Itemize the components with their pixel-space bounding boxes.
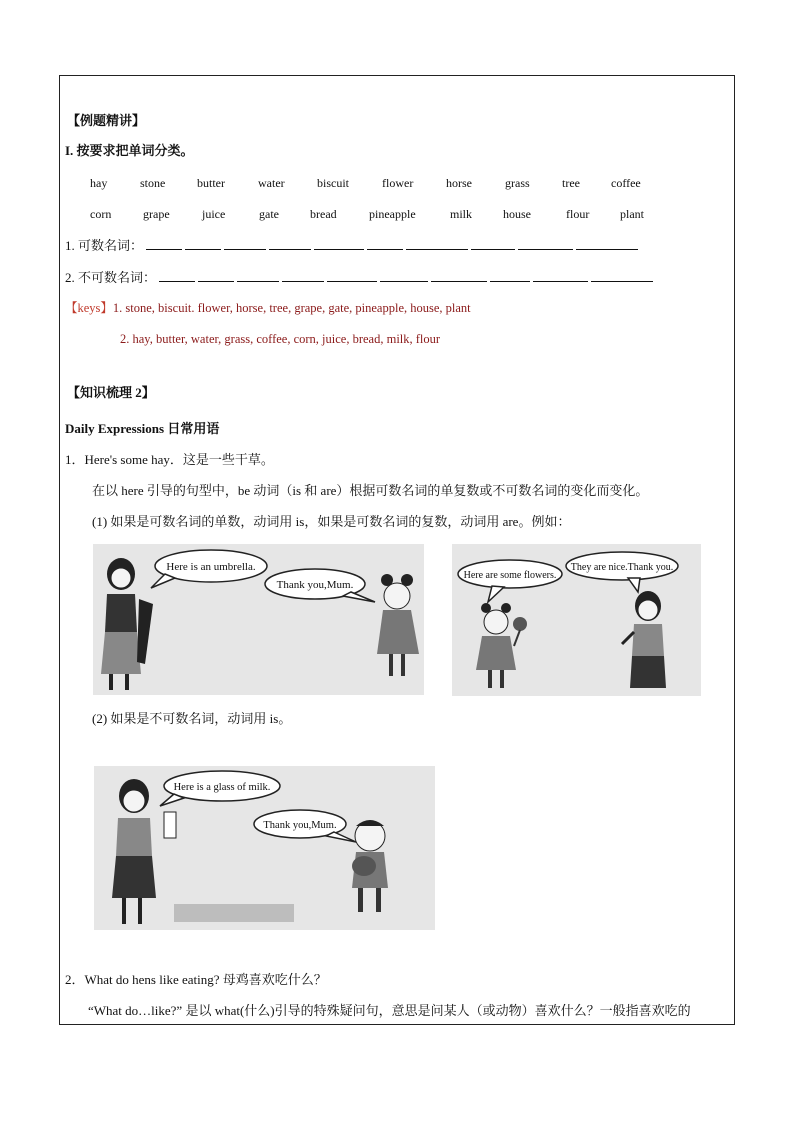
answer-blank[interactable] [518,237,573,250]
word: gate [259,207,279,221]
item1-description: 在以 here 引导的句型中，be 动词（is 和 are）根据可数名词的单复数或不可数名词的变化而变化。 [92,483,649,498]
answer-blank[interactable] [327,269,377,282]
item1-title: 1．Here's some hay．这是一些干草。 [65,452,274,467]
answer-blank[interactable] [159,269,195,282]
countable-label: 1. 可数名词： [65,238,144,253]
answer-blank[interactable] [269,237,311,250]
word: water [258,176,285,190]
word: corn [90,207,112,221]
word: house [503,207,531,221]
word: bread [310,207,337,221]
answer-blank[interactable] [380,269,428,282]
keys-answer-2: 2. hay, butter, water, grass, coffee, corn, juice, bread, milk, flour [120,332,441,346]
item2-title: 2．What do hens like eating? 母鸡喜欢吃什么？ [65,972,327,987]
illustration-umbrella [93,544,424,695]
answer-blank[interactable] [224,237,266,250]
bubble-text: Here are some flowers. [463,570,557,581]
section-heading-knowledge: 【知识梳理 2】 [67,385,155,400]
word: coffee [611,176,641,190]
section-subtitle: Daily Expressions 日常用语 [65,421,220,436]
word: stone [140,176,166,190]
answer-blank[interactable] [576,237,638,250]
word: flower [382,176,414,190]
item1-point1: (1) 如果是可数名词的单数，动词用 is，如果是可数名词的复数，动词用 are。例如： [92,514,571,529]
countable-row [65,237,641,254]
illustration-milk [94,766,435,930]
bubble-text: Thank you,Mum. [276,579,354,591]
word: biscuit [317,176,349,190]
item1-point2: (2) 如果是不可数名词，动词用 is。 [92,711,292,726]
word: hay [90,176,108,190]
answer-blank[interactable] [146,237,182,250]
uncountable-row [65,269,656,286]
question-title: I. 按要求把单词分类。 [65,143,194,158]
word: juice [202,207,226,221]
answer-blank[interactable] [314,237,364,250]
answer-blank[interactable] [490,269,530,282]
word: flour [566,207,590,221]
word: tree [562,176,580,190]
word: plant [620,207,644,221]
word: pineapple [369,207,416,221]
bubble-text: Here is an umbrella. [166,561,256,573]
uncountable-label: 2. 不可数名词： [65,270,157,285]
keys-line-1 [65,300,471,316]
illustration-flowers [452,544,701,696]
answer-blank[interactable] [591,269,653,282]
answer-blank[interactable] [367,237,403,250]
answer-blank[interactable] [185,237,221,250]
word: grape [143,207,170,221]
bubble-text: They are nice.Thank you. [570,562,674,573]
answer-blank[interactable] [533,269,588,282]
keys-answer-1: 1. stone, biscuit. flower, horse, tree, grape, gate, pineapple, house, plant [112,301,471,315]
bubble-text: Here is a glass of milk. [173,782,271,793]
answer-blank[interactable] [282,269,324,282]
answer-blank[interactable] [471,237,515,250]
answer-blank[interactable] [198,269,234,282]
word: butter [197,176,225,190]
answer-blank[interactable] [431,269,487,282]
section-heading-examples: 【例题精讲】 [67,113,146,128]
bubble-text: Thank you,Mum. [263,820,337,831]
item2-description: “What do…like?” 是以 what(什么)引导的特殊疑问句，意思是问某人（或动物）喜欢什么？一般指喜欢吃的 [88,1003,691,1018]
answer-blank[interactable] [237,269,279,282]
answer-blank[interactable] [406,237,468,250]
word: milk [450,207,473,221]
word: grass [505,176,530,190]
word: horse [446,176,472,190]
keys-label: 【keys】 [65,301,113,315]
